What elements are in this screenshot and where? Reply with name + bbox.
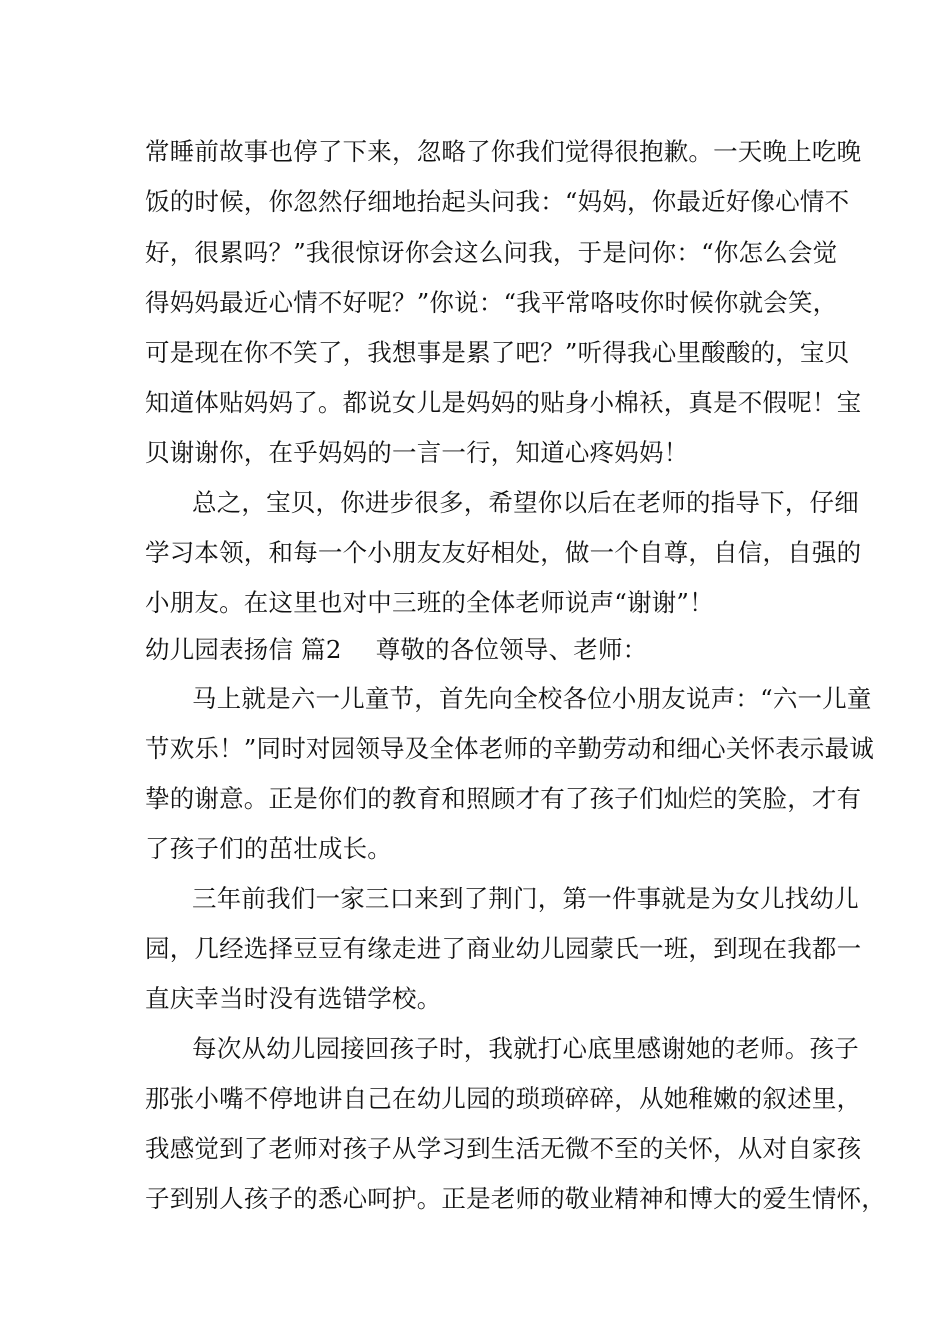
text-line: 我感觉到了老师对孩子从学习到生活无微不至的关怀，从对自家孩 [145, 1134, 862, 1163]
text-line: 节欢乐！”同时对园领导及全体老师的辛勤劳动和细心关怀表示最诚 [145, 734, 875, 763]
text-line: 可是现在你不笑了，我想事是累了吧？”听得我心里酸酸的，宝贝 [145, 338, 850, 367]
text-line: 贝谢谢你，在乎妈妈的一言一行，知道心疼妈妈！ [145, 438, 689, 467]
salutation: 尊敬的各位领导、老师： [375, 635, 648, 664]
text-line: 三年前我们一家三口来到了荆门，第一件事就是为女儿找幼儿 [192, 884, 859, 913]
section-heading [145, 635, 835, 665]
text-line: 直庆幸当时没有选错学校。 [145, 984, 442, 1013]
text-line: 常睡前故事也停了下来，忽略了你我们觉得很抱歉。一天晚上吃晚 [145, 137, 862, 166]
text-line: 了孩子们的茁壮成长。 [145, 834, 392, 863]
text-line: 子到别人孩子的悉心呵护。正是老师的敬业精神和博大的爱生情怀， [145, 1184, 886, 1213]
text-line: 总之，宝贝，你进步很多，希望你以后在老师的指导下，仔细 [192, 488, 859, 517]
text-line: 饭的时候，你忽然仔细地抬起头问我：“妈妈，你最近好像心情不 [145, 187, 850, 216]
text-line: 知道体贴妈妈了。都说女儿是妈妈的贴身小棉袄，真是不假呢！宝 [145, 388, 862, 417]
text-line: 得妈妈最近心情不好呢？”你说：“我平常咯吱你时候你就会笑， [145, 288, 838, 317]
text-line: 园，几经选择豆豆有缘走进了商业幼儿园蒙氏一班，到现在我都一 [145, 934, 862, 963]
text-line: 挚的谢意。正是你们的教育和照顾才有了孩子们灿烂的笑脸，才有 [145, 784, 862, 813]
text-line: 小朋友。在这里也对中三班的全体老师说声“谢谢”！ [145, 588, 714, 617]
text-line: 马上就是六一儿童节，首先向全校各位小朋友说声：“六一儿童 [192, 684, 872, 713]
text-line: 每次从幼儿园接回孩子时，我就打心底里感谢她的老师。孩子 [192, 1034, 859, 1063]
section-title: 幼儿园表扬信 篇2 [145, 635, 342, 664]
text-line: 那张小嘴不停地讲自己在幼儿园的琐琐碎碎，从她稚嫩的叙述里， [145, 1084, 862, 1113]
text-line: 好，很累吗？”我很惊讶你会这么问我，于是问你：“你怎么会觉 [145, 238, 838, 267]
text-line: 学习本领，和每一个小朋友友好相处，做一个自尊，自信，自强的 [145, 538, 862, 567]
